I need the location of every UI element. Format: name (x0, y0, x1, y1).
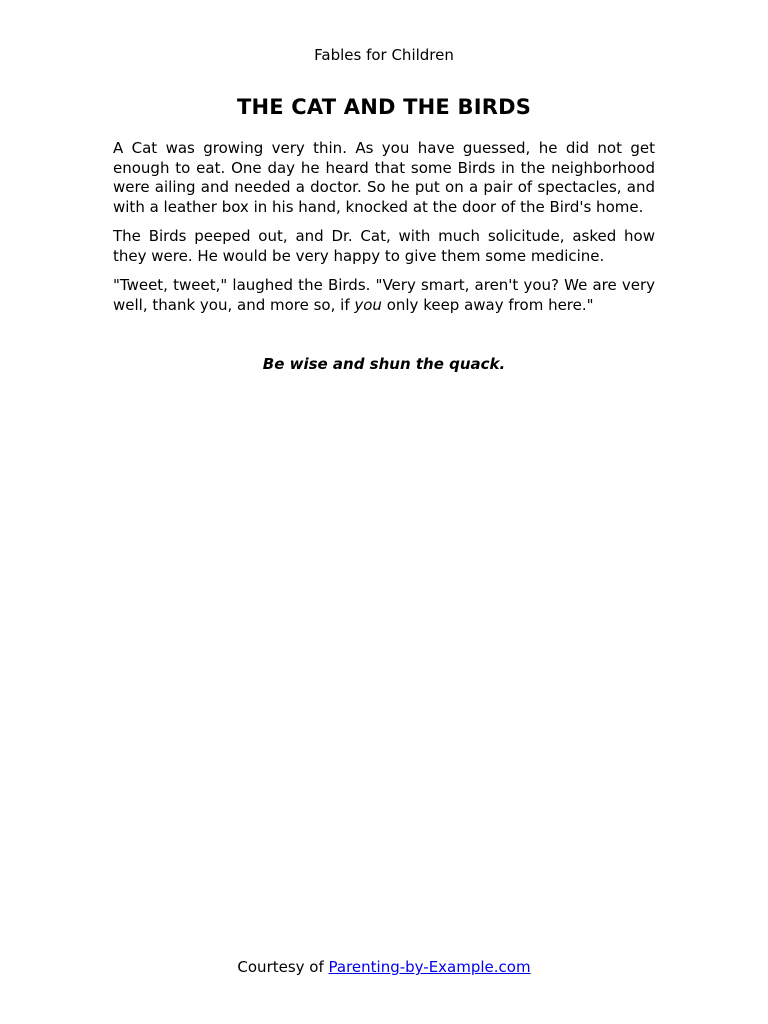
running-header: Fables for Children (314, 46, 454, 64)
paragraph-3-text-end: only keep away from here." (381, 295, 594, 314)
footer-prefix: Courtesy of (237, 958, 329, 976)
fable-paragraph-3 (113, 276, 655, 315)
parenting-by-example-link[interactable]: Parenting-by-Example.com (328, 958, 531, 976)
fable-moral: Be wise and shun the quack. (262, 355, 506, 373)
fable-paragraph-1: A Cat was growing very thin. As you have guessed, he did not get enough to eat. One day he heard that some Birds in the neighborhood were ailing and needed a doctor. So he put on a pair of spectacles, and with a leather box in his hand, knocked at the door of the Bird's home. (113, 139, 655, 216)
fable-title: THE CAT AND THE BIRDS (236, 95, 532, 119)
footer-credit (0, 957, 768, 977)
paragraph-3-text-start: "Tweet, tweet," laughed the Birds. "Very smart, aren't you? We are very well, thank you, and more so, if (113, 276, 655, 314)
fable-body (113, 139, 655, 325)
paragraph-3-emphasis: you (354, 295, 382, 314)
fable-paragraph-2: The Birds peeped out, and Dr. Cat, with much solicitude, asked how they were. He would be very happy to give them some medicine. (113, 227, 655, 265)
